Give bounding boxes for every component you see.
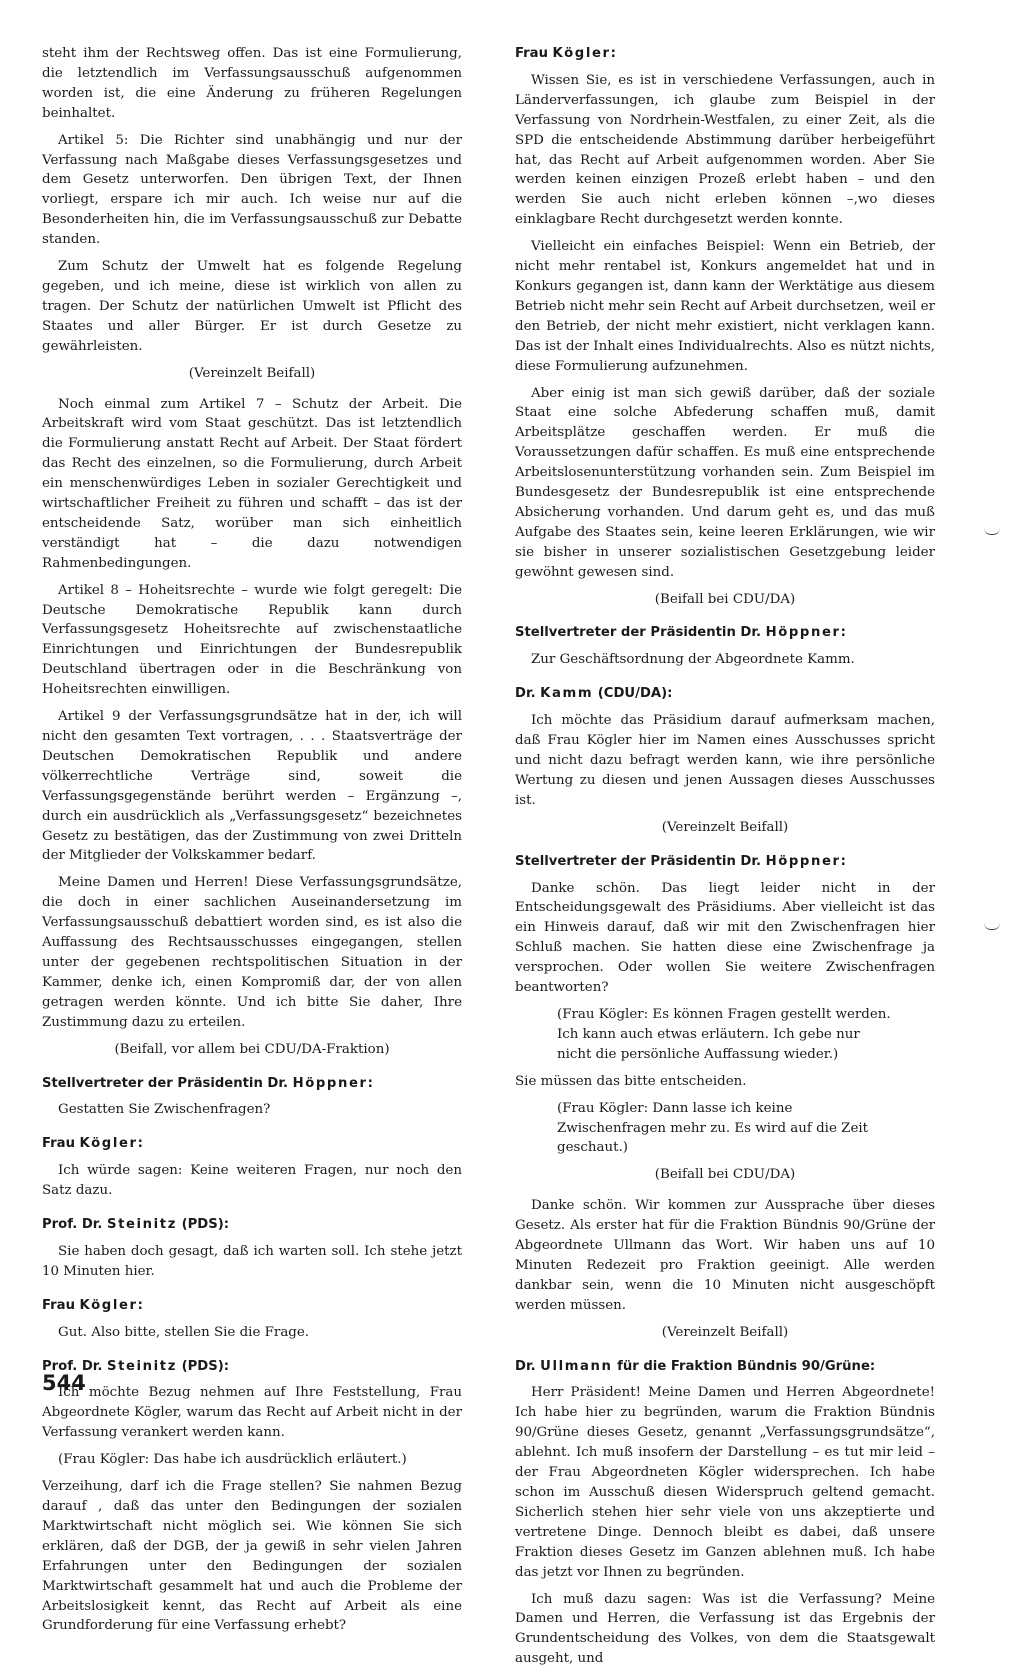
margin-mark (984, 923, 1000, 930)
paragraph: Ich möchte Bezug nehmen auf Ihre Feststellung, Frau Abgeordnete Kögler, warum das Recht auf Arbeit nicht in der Verfassung verankert werden kann. (42, 1385, 462, 1441)
paragraph: (Frau Kögler: Das habe ich ausdrücklich erläutert.) (58, 1452, 407, 1468)
speaker-prefix: Prof. Dr. (42, 1358, 108, 1374)
paragraph: Ich würde sagen: Keine weiteren Fragen, nur noch den Satz dazu. (42, 1163, 462, 1199)
left-column (42, 44, 462, 1643)
speaker-name: Höppner (765, 625, 841, 641)
speaker-name: Höppner (765, 853, 841, 869)
paragraph: Aber einig ist man sich gewiß darüber, daß der soziale Staat eine solche Abfederung schaffen muß, damit Arbeitsplätze geschaffen werden. Er muß die Voraussetzungen dafür schaffen. Es muß eine entsprechende Arbeitslosenunterstützung vorhanden sein. Zum Beispiel im Bundesgesetz der Bundesrepublik ist eine entsprechende Absicherung vorhanden. Und darum geht es, und das muß Aufgabe des Staates sein, keine leeren Erklärungen, wie wir sie bisher in unserer sozialistischen Gesetzgebung leider gewöhnt gewesen sind. (515, 385, 935, 580)
speaker-suffix: : (137, 1297, 143, 1313)
speaker-suffix: : (840, 853, 846, 869)
paragraph: Artikel 5: Die Richter sind unabhängig und nur der Verfassung nach Maßgabe dieses Verfassungsgesetzes und dem Gesetz unterworfen. Den übrigen Text, der Ihnen vorliegt, erspare ich mir auch. Ich weise nur auf die Besonderheiten hin, die im Verfassungsausschuß zur Debatte standen. (42, 132, 462, 248)
speaker-name: Höppner (292, 1075, 368, 1091)
speaker-heading (515, 684, 935, 704)
interjection: (Beifall, vor allem bei CDU/DA-Fraktion) (114, 1041, 390, 1057)
speaker-name: Kögler (79, 1297, 138, 1313)
speaker-suffix: : (610, 46, 616, 61)
paragraph: Ich möchte das Präsidium darauf aufmerksam machen, daß Frau Kögler hier im Namen eines Ausschusses spricht und nicht dazu befragt werden kann, wie ihre persönliche Wertung zu diesen und jenen Aussagen dieses Ausschusses ist. (515, 713, 935, 808)
speaker-heading (515, 852, 935, 872)
speaker-name: Steinitz (107, 1217, 177, 1233)
speaker-heading (42, 1215, 462, 1235)
speaker-heading (42, 1134, 462, 1154)
speaker-name: Kamm (540, 686, 594, 702)
speaker-suffix: : (840, 625, 846, 641)
speaker-suffix: (CDU/DA): (593, 686, 673, 702)
paragraph: Artikel 9 der Verfassungsgrundsätze hat in der, ich will nicht den gesamten Text vortragen, . . . Staatsverträge der Deutschen Demokratischen Republik und andere völkerrechtliche Verträge sind, soweit die Verfassungsgegenstände berührt werden – Ergänzung –, durch ein ausdrücklich als „Verfassungsgesetz“ bezeichnetes Gesetz zu bestätigen, das der Zustimmung von zwei Dritteln der Mitglieder der Volkskammer bedarf. (42, 709, 462, 864)
speaker-prefix: Stellvertreter der Präsidentin Dr. (515, 625, 766, 641)
margin-mark (984, 528, 1000, 535)
speaker-prefix: Dr. (515, 1358, 541, 1374)
paragraph: Meine Damen und Herren! Diese Verfassungsgrundsätze, die doch in einer sachlichen Auseinandersetzung im Verfassungsausschuß debattiert worden sind, es ist also die Auffassung des Rechtsausschusses eingegangen, stellen unter der gegebenen rechtspolitischen Situation in der Kammer, denke ich, einen Kompromiß dar, der von allen getragen werden könnte. Und ich bitte Sie daher, Ihre Zustimmung dazu zu erteilen. (42, 875, 462, 1030)
paragraph: Zum Schutz der Umwelt hat es folgende Regelung gegeben, und ich meine, diese ist wirklich von allen zu tragen. Der Schutz der natürlichen Umwelt ist Pflicht des Staates und aller Bürger. Er ist durch Gesetze zu gewährleisten. (42, 259, 462, 354)
speaker-heading (515, 44, 935, 64)
paragraph: Danke schön. Wir kommen zur Aussprache über dieses Gesetz. Als erster hat für die Fraktion Bündnis 90/Grüne der Abgeordnete Ullmann das Wort. Wir haben uns auf 10 Minuten Redezeit pro Fraktion geeinigt. Alle werden dankbar sein, wenn die 10 Minuten nicht ausgeschöpft werden müssen. (515, 1198, 935, 1313)
speaker-name: Kögler (552, 46, 611, 61)
right-column (515, 44, 935, 1676)
speaker-prefix: Prof. Dr. (42, 1217, 108, 1233)
paragraph: Verzeihung, darf ich die Frage stellen? Sie nahmen Bezug darauf , daß das unter den Bedingungen der sozialen Marktwirtschaft nicht möglich sei. Wie können Sie sich erklären, daß der DGB, der ja gewiß in sehr vielen Jahren Erfahrungen unter den Bedingungen der sozialen Marktwirtschaft gesammelt hat und auch die Probleme der Arbeitslosigkeit kennt, das Recht auf Arbeit als eine Grundforderung für eine Verfassung erhebt? (42, 1479, 462, 1634)
paragraph: Gestatten Sie Zwischenfragen? (58, 1102, 271, 1118)
paragraph: Artikel 8 – Hoheitsrechte – wurde wie folgt geregelt: Die Deutsche Demokratische Republik kann durch Verfassungsgesetz Hoheitsrechte auf zwischenstaatliche Einrichtungen und Einrichtungen der Bundesrepublik Deutschland übertragen oder in die Beschränkung von Hoheitsrechten einwilligen. (42, 582, 462, 698)
speaker-heading (515, 623, 935, 643)
speaker-prefix: Stellvertreter der Präsidentin Dr. (42, 1075, 293, 1091)
paragraph: Noch einmal zum Artikel 7 – Schutz der Arbeit. Die Arbeitskraft wird vom Staat geschützt. Das ist letztendlich die Formulierung anstatt Recht auf Arbeit. Der Staat fördert das Recht des einzelnen, so die Formulierung, durch Arbeit ein menschenwürdiges Leben in sozialer Gerechtigkeit und wirtschaftlicher Freiheit zu führen und schafft – das ist der entscheidende Satz, worüber man sich einheitlich verständigt hat – die dazu notwendigen Rahmenbedingungen. (42, 396, 462, 571)
speaker-prefix: Frau (515, 46, 553, 61)
interjection: (Frau Kögler: Dann lasse ich keine Zwischenfragen mehr zu. Es wird auf die Zeit geschaut.) (557, 1100, 869, 1156)
interjection: (Vereinzelt Beifall) (661, 819, 789, 835)
speaker-heading (42, 1296, 462, 1316)
paragraph: Gut. Also bitte, stellen Sie die Frage. (58, 1324, 310, 1340)
paragraph: Sie müssen das bitte entscheiden. (515, 1073, 747, 1089)
paragraph: Herr Präsident! Meine Damen und Herren Abgeordnete! Ich habe hier zu begründen, warum die Fraktion Bündnis 90/Grüne dieses Gesetz, genannt „Verfassungsgrundsätze“, ablehnt. Ich muß insofern der Darstellung – es tut mir leid – der Frau Abgeordneten Kögler widersprechen. Ich habe schon im Ausschuß diesen Widerspruch geltend gemacht. Sicherlich stehen hier sehr viele von uns akzeptierte und vertretene Dinge. Dennoch bleibt es dabei, daß unsere Fraktion dieses Gesetz im Ganzen ablehnen muß. Ich habe das jetzt vor Ihnen zu begründen. (515, 1385, 935, 1580)
paragraph: Sie haben doch gesagt, daß ich warten soll. Ich stehe jetzt 10 Minuten hier. (42, 1243, 462, 1279)
speaker-prefix: Frau (42, 1136, 80, 1152)
speaker-suffix: (PDS): (176, 1217, 230, 1233)
speaker-heading (42, 1357, 462, 1377)
interjection: (Frau Kögler: Es können Fragen gestellt werden. Ich kann auch etwas erläutern. Ich gebe nur nicht die persönliche Auffassung wieder.) (557, 1006, 891, 1062)
paragraph: Vielleicht ein einfaches Beispiel: Wenn ein Betrieb, der nicht mehr rentabel ist, Konkurs angemeldet hat und in Konkurs gegangen ist, dann kann der Werktätige aus diesem Betrieb nicht mehr sein Recht auf Arbeit durchsetzen, weil er den Betrieb, der nicht mehr existiert, nicht verklagen kann. Das ist der Inhalt eines Individualrechts. Also es nützt nichts, diese Formulierung aufzunehmen. (515, 239, 935, 374)
speaker-heading (515, 1357, 935, 1377)
speaker-name: Ullmann (540, 1358, 613, 1374)
interjection: (Vereinzelt Beifall) (188, 365, 316, 381)
speaker-prefix: Stellvertreter der Präsidentin Dr. (515, 853, 766, 869)
paragraph: Danke schön. Das liegt leider nicht in der Entscheidungsgewalt des Präsidiums. Aber vielleicht ist das ein Hinweis darauf, daß wir mit den Zwischenfragen hier Schluß machen. Sie hatten diese eine Zwischenfrage ja versprochen. Oder wollen Sie weitere Zwischenfragen beantworten? (515, 880, 935, 996)
speaker-name: Steinitz (107, 1358, 177, 1374)
speaker-suffix: (PDS): (176, 1358, 230, 1374)
page-number: 544 (42, 1371, 86, 1395)
speaker-heading (42, 1074, 462, 1094)
speaker-prefix: Dr. (515, 686, 541, 702)
interjection: (Beifall bei CDU/DA) (654, 591, 796, 607)
speaker-prefix: Frau (42, 1297, 80, 1313)
speaker-suffix: : (367, 1075, 373, 1091)
paragraph: Ich muß dazu sagen: Was ist die Verfassung? Meine Damen und Herren, die Verfassung ist das Ergebnis der Grundentscheidung des Volkes, von dem die Staatsgewalt ausgeht, und (515, 1591, 935, 1667)
paragraph: Wissen Sie, es ist in verschiedene Verfassungen, auch in Länderverfassungen, ich glaube zum Beispiel in der Verfassung von Nordrhein-Westfalen, zu einer Zeit, als die SPD die entscheidende Abstimmung darüber herbeigeführt hat, das Recht auf Arbeit aufgenommen worden. Aber Sie werden keinen einzigen Prozeß erlebt haben – und den werden Sie auch nicht erleben können –,wo dieses einklagbare Recht durchgesetzt werden konnte. (515, 72, 935, 228)
interjection: (Beifall bei CDU/DA) (654, 1167, 796, 1183)
paragraph: Zur Geschäftsordnung der Abgeordnete Kamm. (531, 652, 855, 668)
speaker-name: Kögler (79, 1136, 138, 1152)
speaker-suffix: : (137, 1136, 143, 1152)
interjection: (Vereinzelt Beifall) (661, 1324, 789, 1340)
speaker-suffix: für die Fraktion Bündnis 90/Grüne: (612, 1358, 876, 1374)
paragraph: steht ihm der Rechtsweg offen. Das ist eine Formulierung, die letztendlich im Verfassungsausschuß aufgenommen worden ist, die eine Änderung zu früheren Regelungen beinhaltet. (42, 46, 462, 121)
